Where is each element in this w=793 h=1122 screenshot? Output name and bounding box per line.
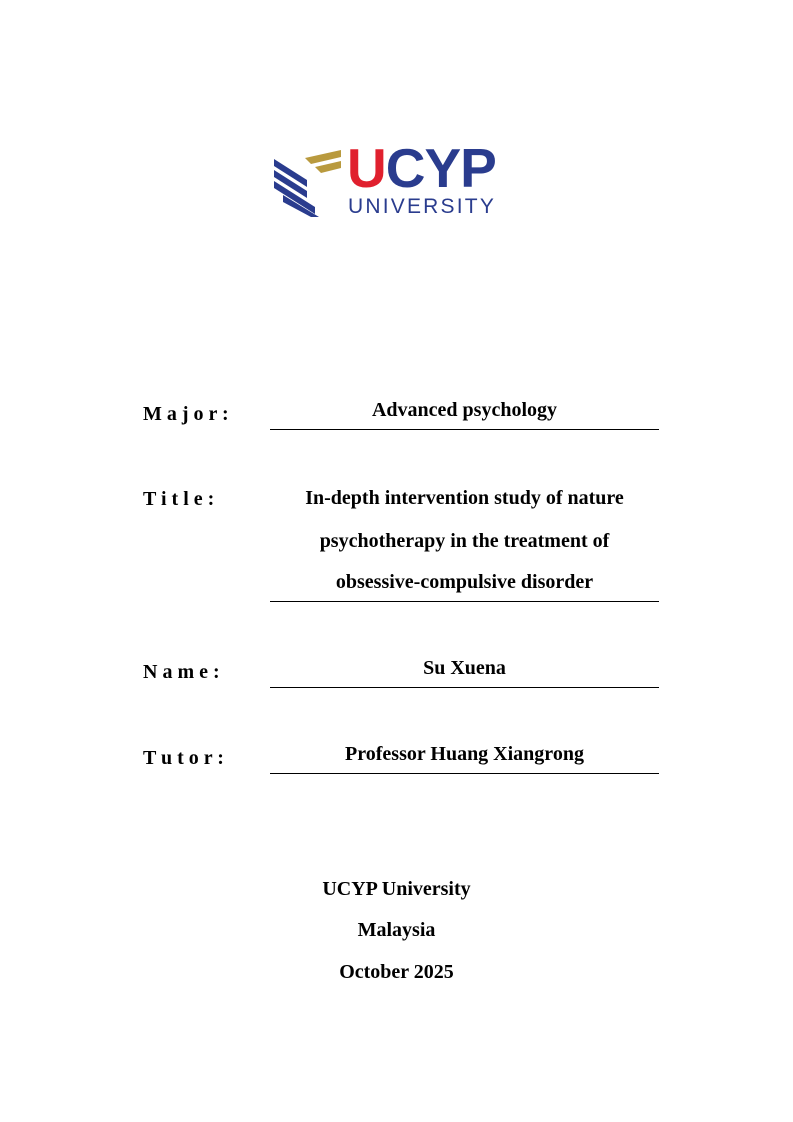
tutor-label: T u t o r : <box>143 747 224 769</box>
university-logo <box>271 140 523 218</box>
svg-text:UCYP <box>347 140 496 199</box>
title-line-3: obsessive-compulsive disorder <box>335 571 594 593</box>
title-label: T i t l e : <box>143 488 215 510</box>
logo-gold-stripe <box>305 150 341 164</box>
major-field <box>143 392 659 430</box>
title-line-2: psychotherapy in the treatment of <box>319 530 610 552</box>
logo-letters-cyp: CYP <box>385 140 496 199</box>
logo-university-text: UNIVERSITY <box>348 195 497 218</box>
name-field <box>143 650 659 688</box>
major-value: Advanced psychology <box>270 392 659 430</box>
major-label: M a j o r : <box>143 403 229 425</box>
tutor-field <box>143 736 659 774</box>
name-label: N a m e : <box>143 661 220 683</box>
tutor-value: Professor Huang Xiangrong <box>270 736 659 774</box>
title-field <box>143 477 659 602</box>
footer-date: October 2025 <box>339 961 454 983</box>
title-value <box>270 477 659 602</box>
name-value: Su Xuena <box>270 650 659 688</box>
logo-gold-stripe <box>315 161 341 173</box>
logo-letter-u: U <box>347 140 386 199</box>
title-line-1: In-depth intervention study of nature <box>305 487 624 509</box>
footer-country: Malaysia <box>357 919 436 941</box>
footer-university: UCYP University <box>322 878 471 900</box>
ucyp-logo-graphic <box>271 140 523 218</box>
